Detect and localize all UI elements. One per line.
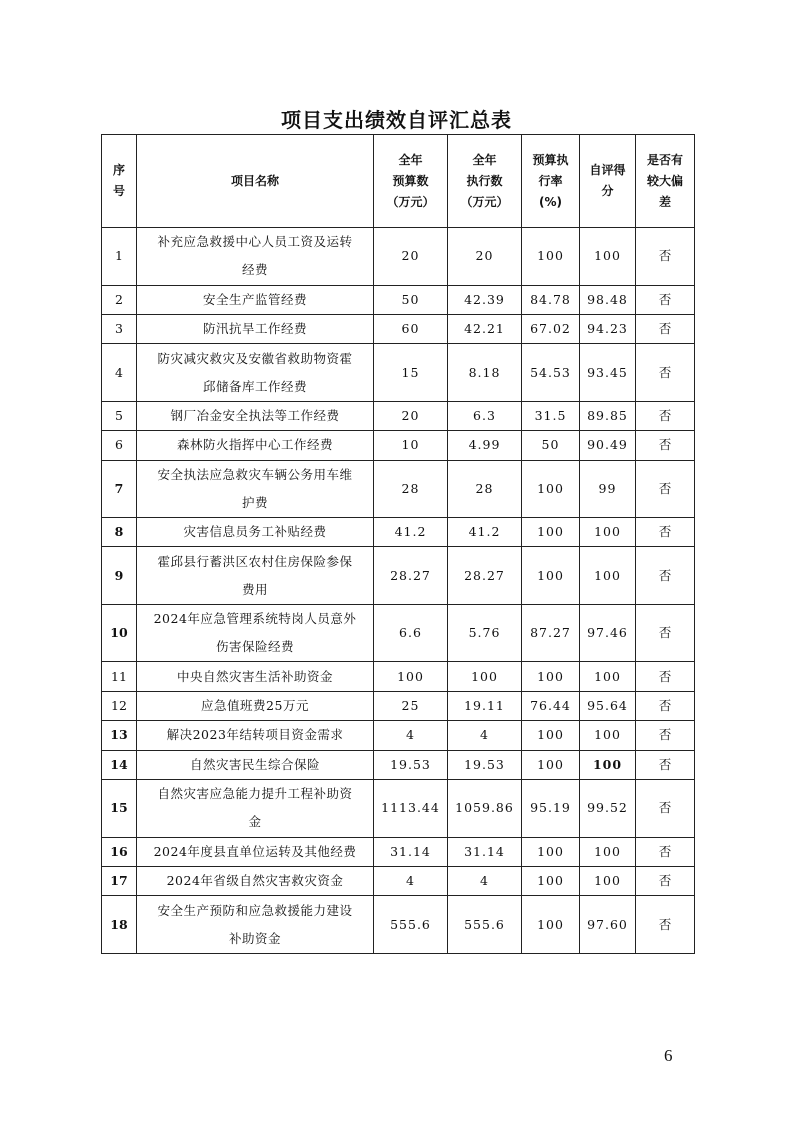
row-seq: 7 — [102, 460, 137, 518]
project-name-line: 2024年省级自然灾害救灾资金 — [166, 873, 344, 889]
row-project-name — [137, 518, 374, 547]
row-rate: 100 — [522, 460, 580, 518]
row-rate: 54.53 — [522, 344, 580, 402]
row-deviation: 否 — [636, 547, 695, 605]
row-rate: 100 — [522, 750, 580, 779]
row-deviation: 否 — [636, 750, 695, 779]
row-project-name — [137, 285, 374, 314]
row-budget: 60 — [374, 314, 448, 343]
row-seq: 16 — [102, 837, 137, 866]
row-deviation: 否 — [636, 866, 695, 895]
row-score: 100 — [580, 547, 636, 605]
row-score: 89.85 — [580, 401, 636, 430]
row-project-name — [137, 662, 374, 691]
row-seq: 8 — [102, 518, 137, 547]
row-score: 100 — [580, 662, 636, 691]
row-project-name — [137, 750, 374, 779]
row-executed: 19.11 — [448, 691, 522, 720]
project-name-line: 费用 — [241, 581, 268, 597]
row-rate: 87.27 — [522, 604, 580, 662]
table-row — [102, 837, 695, 866]
row-seq: 2 — [102, 285, 137, 314]
row-score: 93.45 — [580, 344, 636, 402]
table-row — [102, 691, 695, 720]
row-executed: 19.53 — [448, 750, 522, 779]
row-budget: 31.14 — [374, 837, 448, 866]
row-rate: 76.44 — [522, 691, 580, 720]
row-deviation: 否 — [636, 344, 695, 402]
row-deviation: 否 — [636, 314, 695, 343]
row-executed: 4 — [448, 866, 522, 895]
table-row — [102, 344, 695, 402]
row-budget: 28.27 — [374, 547, 448, 605]
row-executed: 42.39 — [448, 285, 522, 314]
table-row — [102, 896, 695, 954]
row-seq: 10 — [102, 604, 137, 662]
table-row — [102, 866, 695, 895]
row-project-name — [137, 460, 374, 518]
project-name-line: 自然灾害应急能力提升工程补助资 — [157, 786, 353, 802]
row-score: 100 — [580, 837, 636, 866]
table-row — [102, 662, 695, 691]
row-project-name — [137, 401, 374, 430]
table-row — [102, 780, 695, 838]
row-executed: 42.21 — [448, 314, 522, 343]
row-score: 98.48 — [580, 285, 636, 314]
row-deviation: 否 — [636, 662, 695, 691]
document-title: 项目支出绩效自评汇总表 — [281, 108, 512, 132]
row-executed: 41.2 — [448, 518, 522, 547]
row-budget: 100 — [374, 662, 448, 691]
project-name-line: 森林防火指挥中心工作经费 — [176, 437, 333, 453]
project-name-line: 钢厂冶金安全执法等工作经费 — [170, 407, 340, 423]
table-row — [102, 460, 695, 518]
header-deviation: 是否有 较大偏 差 — [636, 135, 695, 228]
row-project-name — [137, 604, 374, 662]
row-score: 95.64 — [580, 691, 636, 720]
row-budget: 15 — [374, 344, 448, 402]
row-project-name — [137, 780, 374, 838]
row-rate: 100 — [522, 896, 580, 954]
row-budget: 50 — [374, 285, 448, 314]
row-rate: 100 — [522, 547, 580, 605]
project-name-line: 中央自然灾害生活补助资金 — [176, 668, 333, 684]
row-budget: 19.53 — [374, 750, 448, 779]
row-rate: 67.02 — [522, 314, 580, 343]
project-name-line: 安全生产监管经费 — [202, 291, 307, 307]
header-rate: 预算执 行率 (%) — [522, 135, 580, 228]
row-deviation: 否 — [636, 896, 695, 954]
row-score: 100 — [580, 866, 636, 895]
project-name-line: 灾害信息员务工补贴经费 — [183, 524, 327, 540]
page-number: 6 — [664, 1046, 673, 1065]
header-name: 项目名称 — [137, 135, 374, 228]
table-row — [102, 228, 695, 286]
row-executed: 4.99 — [448, 431, 522, 460]
row-seq: 18 — [102, 896, 137, 954]
row-rate: 100 — [522, 518, 580, 547]
row-deviation: 否 — [636, 228, 695, 286]
row-rate: 100 — [522, 837, 580, 866]
row-rate: 100 — [522, 721, 580, 750]
row-deviation: 否 — [636, 431, 695, 460]
project-name-line: 补助资金 — [228, 930, 281, 946]
row-executed: 8.18 — [448, 344, 522, 402]
row-executed: 28.27 — [448, 547, 522, 605]
table-row — [102, 721, 695, 750]
row-project-name — [137, 837, 374, 866]
row-budget: 1113.44 — [374, 780, 448, 838]
project-name-line: 伤害保险经费 — [215, 639, 294, 655]
row-seq: 4 — [102, 344, 137, 402]
row-budget: 6.6 — [374, 604, 448, 662]
project-name-line: 护费 — [241, 494, 268, 510]
header-budget: 全年 预算数 （万元） — [374, 135, 448, 228]
row-budget: 20 — [374, 228, 448, 286]
row-seq: 14 — [102, 750, 137, 779]
row-budget: 555.6 — [374, 896, 448, 954]
row-seq: 17 — [102, 866, 137, 895]
row-project-name — [137, 314, 374, 343]
project-name-line: 补充应急救援中心人员工资及运转 — [157, 234, 353, 250]
row-executed: 5.76 — [448, 604, 522, 662]
row-project-name — [137, 691, 374, 720]
row-score: 100 — [580, 228, 636, 286]
table-body — [102, 228, 695, 954]
row-seq: 1 — [102, 228, 137, 286]
row-deviation: 否 — [636, 780, 695, 838]
row-score: 90.49 — [580, 431, 636, 460]
row-score: 100 — [580, 750, 636, 779]
table-row — [102, 518, 695, 547]
header-score: 自评得 分 — [580, 135, 636, 228]
row-project-name — [137, 896, 374, 954]
row-rate: 100 — [522, 228, 580, 286]
header-executed: 全年 执行数 （万元） — [448, 135, 522, 228]
row-project-name — [137, 721, 374, 750]
row-seq: 6 — [102, 431, 137, 460]
row-seq: 3 — [102, 314, 137, 343]
row-executed: 20 — [448, 228, 522, 286]
table-row — [102, 750, 695, 779]
project-name-line: 应急值班费25万元 — [201, 698, 309, 714]
project-name-line: 防灾减灾救灾及安徽省救助物资霍 — [157, 350, 353, 366]
row-executed: 555.6 — [448, 896, 522, 954]
row-rate: 50 — [522, 431, 580, 460]
row-project-name — [137, 228, 374, 286]
project-name-line: 防汛抗旱工作经费 — [202, 321, 307, 337]
row-seq: 11 — [102, 662, 137, 691]
table-row — [102, 547, 695, 605]
row-budget: 41.2 — [374, 518, 448, 547]
row-score: 99 — [580, 460, 636, 518]
project-name-line: 邱储备库工作经费 — [202, 378, 307, 394]
row-budget: 20 — [374, 401, 448, 430]
row-score: 99.52 — [580, 780, 636, 838]
table-row — [102, 431, 695, 460]
row-deviation: 否 — [636, 401, 695, 430]
row-deviation: 否 — [636, 691, 695, 720]
row-executed: 100 — [448, 662, 522, 691]
header-seq: 序 号 — [102, 135, 137, 228]
project-name-line: 自然灾害民生综合保险 — [189, 756, 320, 772]
project-name-line: 安全执法应急救灾车辆公务用车维 — [157, 466, 353, 482]
row-budget: 4 — [374, 866, 448, 895]
row-executed: 6.3 — [448, 401, 522, 430]
row-seq: 12 — [102, 691, 137, 720]
row-executed: 28 — [448, 460, 522, 518]
row-score: 100 — [580, 518, 636, 547]
row-deviation: 否 — [636, 285, 695, 314]
row-project-name — [137, 547, 374, 605]
table-header-row — [102, 135, 695, 228]
row-executed: 1059.86 — [448, 780, 522, 838]
row-executed: 4 — [448, 721, 522, 750]
table-row — [102, 314, 695, 343]
project-name-line: 霍邱县行蓄洪区农村住房保险参保 — [157, 553, 353, 569]
table-row — [102, 604, 695, 662]
row-project-name — [137, 344, 374, 402]
row-deviation: 否 — [636, 460, 695, 518]
project-name-line: 金 — [248, 814, 262, 830]
row-project-name — [137, 431, 374, 460]
project-name-line: 解决2023年结转项目资金需求 — [166, 727, 344, 743]
row-seq: 15 — [102, 780, 137, 838]
row-rate: 95.19 — [522, 780, 580, 838]
row-rate: 100 — [522, 866, 580, 895]
row-budget: 10 — [374, 431, 448, 460]
row-rate: 31.5 — [522, 401, 580, 430]
row-executed: 31.14 — [448, 837, 522, 866]
row-deviation: 否 — [636, 837, 695, 866]
row-deviation: 否 — [636, 604, 695, 662]
row-budget: 25 — [374, 691, 448, 720]
row-score: 94.23 — [580, 314, 636, 343]
row-budget: 4 — [374, 721, 448, 750]
project-name-line: 安全生产预防和应急救援能力建设 — [157, 902, 353, 918]
row-budget: 28 — [374, 460, 448, 518]
row-rate: 84.78 — [522, 285, 580, 314]
project-name-line: 2024年应急管理系统特岗人员意外 — [153, 611, 357, 627]
row-deviation: 否 — [636, 721, 695, 750]
row-seq: 13 — [102, 721, 137, 750]
row-rate: 100 — [522, 662, 580, 691]
row-score: 97.60 — [580, 896, 636, 954]
row-project-name — [137, 866, 374, 895]
row-deviation: 否 — [636, 518, 695, 547]
row-score: 100 — [580, 721, 636, 750]
project-name-line: 经费 — [241, 262, 268, 278]
project-name-line: 2024年度县直单位运转及其他经费 — [153, 843, 357, 859]
row-score: 97.46 — [580, 604, 636, 662]
row-seq: 5 — [102, 401, 137, 430]
row-seq: 9 — [102, 547, 137, 605]
performance-summary-table — [101, 134, 695, 954]
table-row — [102, 401, 695, 430]
table-row — [102, 285, 695, 314]
